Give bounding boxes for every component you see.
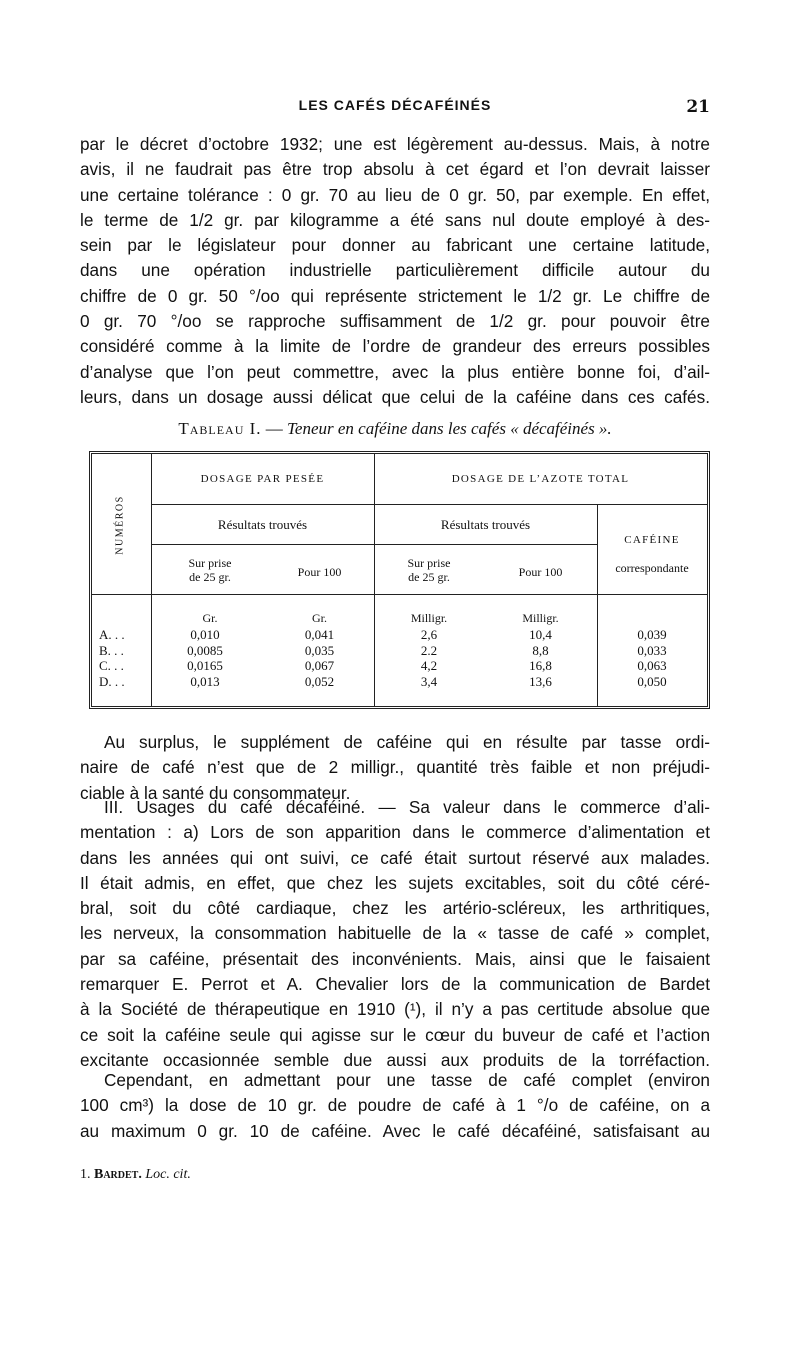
paragraph-3 xyxy=(80,795,710,1073)
row-ids xyxy=(99,627,149,689)
text-line: par le décret d’octobre 1932; une est légèrement au-dessus. Mais, à notre xyxy=(80,134,710,154)
footnote-ref: Loc. cit. xyxy=(145,1167,191,1182)
caption-dash: — xyxy=(265,419,283,438)
text-line: considéré comme à la limite de l’ordre de grandeur des erreurs possibles xyxy=(80,336,710,357)
column-cafeine xyxy=(597,627,707,689)
table-cell: D. . . xyxy=(99,673,125,689)
text-line: au maximum 0 gr. 10 de caféine. Avec le café décaféiné, satisfaisant au xyxy=(80,1120,710,1141)
correspondante-header: correspondante xyxy=(615,561,689,575)
text-line: excitante occasionnée semble due aussi aux produits de la torréfaction. xyxy=(80,1049,710,1070)
table-cell: A. . . xyxy=(99,627,125,642)
text-line: III. Usages du café décaféiné. — Sa valeur dans le commerce d’ali- xyxy=(104,797,710,817)
text-line: dans les années qui ont suivi, ce café était surtout réservé aux malades. xyxy=(80,847,710,868)
group-header-azote: DOSAGE DE L’AZOTE TOTAL xyxy=(451,473,630,485)
text-line: remarquer E. Perrot et A. Chevalier lors de la communication de Bardet xyxy=(80,974,710,995)
table-cell: 0,0165 xyxy=(187,658,223,673)
table-cell: 0,0085 xyxy=(187,642,223,658)
table-cell: 0,013 xyxy=(190,673,220,689)
unit-label: Gr. xyxy=(202,611,218,625)
table-cell: 0,041 xyxy=(304,627,335,642)
table-cell: 0,052 xyxy=(304,673,335,689)
text-line: naire de café n’est que de 2 milligr., quantité très faible et non préjudi- xyxy=(80,757,710,778)
table-cell: 10,4 xyxy=(529,627,552,642)
text-line: 100 cm³) la dose de 10 gr. de poudre de café à 1 °/o de caféine, on a xyxy=(80,1095,710,1116)
unit-label: Milligr. xyxy=(410,611,448,625)
unit-label: Gr. xyxy=(312,611,327,625)
text-line: avis, il ne faudrait pas être trop absolu à cet égard et l’on devrait laisser xyxy=(80,159,710,180)
table-cell: 4,2 xyxy=(420,658,438,673)
footnote-number: 1. xyxy=(80,1167,91,1182)
text-line: d’analyse que l’on peut commettre, avec la plus entière bonne foi, d’ail- xyxy=(80,361,710,382)
table-rule xyxy=(151,544,597,545)
running-title: LES CAFÉS DÉCAFÉINÉS xyxy=(298,97,492,113)
text-line: leurs, dans un dosage aussi délicat que celui de la caféine dans ces cafés. xyxy=(80,386,710,407)
table-cell: 0,033 xyxy=(637,642,667,658)
page-number: 21 xyxy=(686,97,710,117)
table-cell: B. . . xyxy=(99,642,124,658)
table-cell: 0,063 xyxy=(637,658,667,673)
table-cell: 0,035 xyxy=(304,642,335,658)
text-line: mentation : a) Lors de son apparition dans le commerce d’alimentation et xyxy=(80,822,710,843)
table-cell: 3,4 xyxy=(420,673,438,689)
table-cell: 0,067 xyxy=(304,658,335,673)
table-cell: 0,039 xyxy=(637,627,667,642)
text-line: chiffre de 0 gr. 50 °/oo qui représente strictement le 1/2 gr. Le chiffre de xyxy=(80,285,710,306)
caffeine-table xyxy=(89,451,710,709)
text-line: Il était admis, en effet, que chez les sujets excitables, soit du côté céré- xyxy=(80,872,710,893)
text-line: les nerveux, la consommation habituelle de la « tasse de café » complet, xyxy=(80,923,710,944)
sur-prise-header-1: Sur prise de 25 gr. xyxy=(188,556,232,584)
table-cell: 2.2 xyxy=(420,642,438,658)
caption-text: Teneur en caféine dans les cafés « décaféinés ». xyxy=(287,419,612,438)
text-line: le terme de 1/2 gr. par kilogramme a été sans nul doute employé à des- xyxy=(80,209,710,230)
text-line: sein par le législateur pour donner au fabricant une certaine latitude, xyxy=(80,235,710,256)
table-caption xyxy=(80,419,710,439)
resultats-header-1: Résultats trouvés xyxy=(217,517,308,532)
table-rule xyxy=(151,504,707,505)
numeros-header: NUMÉROS xyxy=(114,495,126,555)
pour100-header-2: Pour 100 xyxy=(518,565,563,579)
resultats-header-2: Résultats trouvés xyxy=(440,517,531,532)
running-head xyxy=(80,97,710,121)
text-line: bral, soit du côté cardiaque, chez les artério-scléreux, les arthritiques, xyxy=(80,898,710,919)
table-cell: 0,050 xyxy=(637,673,667,689)
table-cell: 16,8 xyxy=(529,658,552,673)
text-line: à la Société de thérapeutique en 1910 (¹), il n’y a pas certitude absolue que xyxy=(80,999,710,1020)
text-line: Cependant, en admettant pour une tasse de café complet (environ xyxy=(104,1070,710,1090)
table-cell: C. . . xyxy=(99,658,124,673)
table-cell: 2,6 xyxy=(420,627,438,642)
sur-prise-header-2: Sur prise de 25 gr. xyxy=(407,556,451,584)
pour100-header-1: Pour 100 xyxy=(297,565,342,579)
column-sur-prise-pesee xyxy=(155,627,255,689)
column-pour100-pesee xyxy=(265,627,374,689)
footnote xyxy=(80,1167,191,1183)
table-cell: 0,010 xyxy=(190,627,220,642)
text-line: 0 gr. 70 °/oo se rapproche suffisamment de 1/2 gr. pour pouvoir être xyxy=(80,311,710,332)
footnote-author: Bardet. xyxy=(94,1167,142,1182)
caption-label: Tableau I. xyxy=(178,419,262,438)
group-header-pesee: DOSAGE PAR PESÉE xyxy=(200,473,325,485)
text-line: Au surplus, le supplément de caféine qui en résulte par tasse ordi- xyxy=(104,732,710,752)
table-cell: 8,8 xyxy=(532,642,549,658)
text-line: par sa caféine, présentait des inconvénients. Mais, ainsi que le faisaient xyxy=(80,948,710,969)
text-line: une certaine tolérance : 0 gr. 70 au lieu de 0 gr. 50, par exemple. En effet, xyxy=(80,184,710,205)
cafeine-header: CAFÉINE xyxy=(624,534,680,546)
text-line: ce soit la caféine seule qui agisse sur le cœur du buveur de café et l’action xyxy=(80,1024,710,1045)
table-cell: 13,6 xyxy=(529,673,552,689)
paragraph-4 xyxy=(80,1068,710,1144)
text-line: ciable à la santé du consommateur. xyxy=(80,782,351,803)
table-rule xyxy=(151,454,152,706)
table-rule xyxy=(92,594,707,595)
text-line: dans une opération industrielle particulièrement difficile autour du xyxy=(80,260,710,281)
unit-label: Milligr. xyxy=(522,611,559,625)
column-sur-prise-azote xyxy=(374,627,484,689)
paragraph-1 xyxy=(80,132,710,410)
column-pour100-azote xyxy=(484,627,597,689)
